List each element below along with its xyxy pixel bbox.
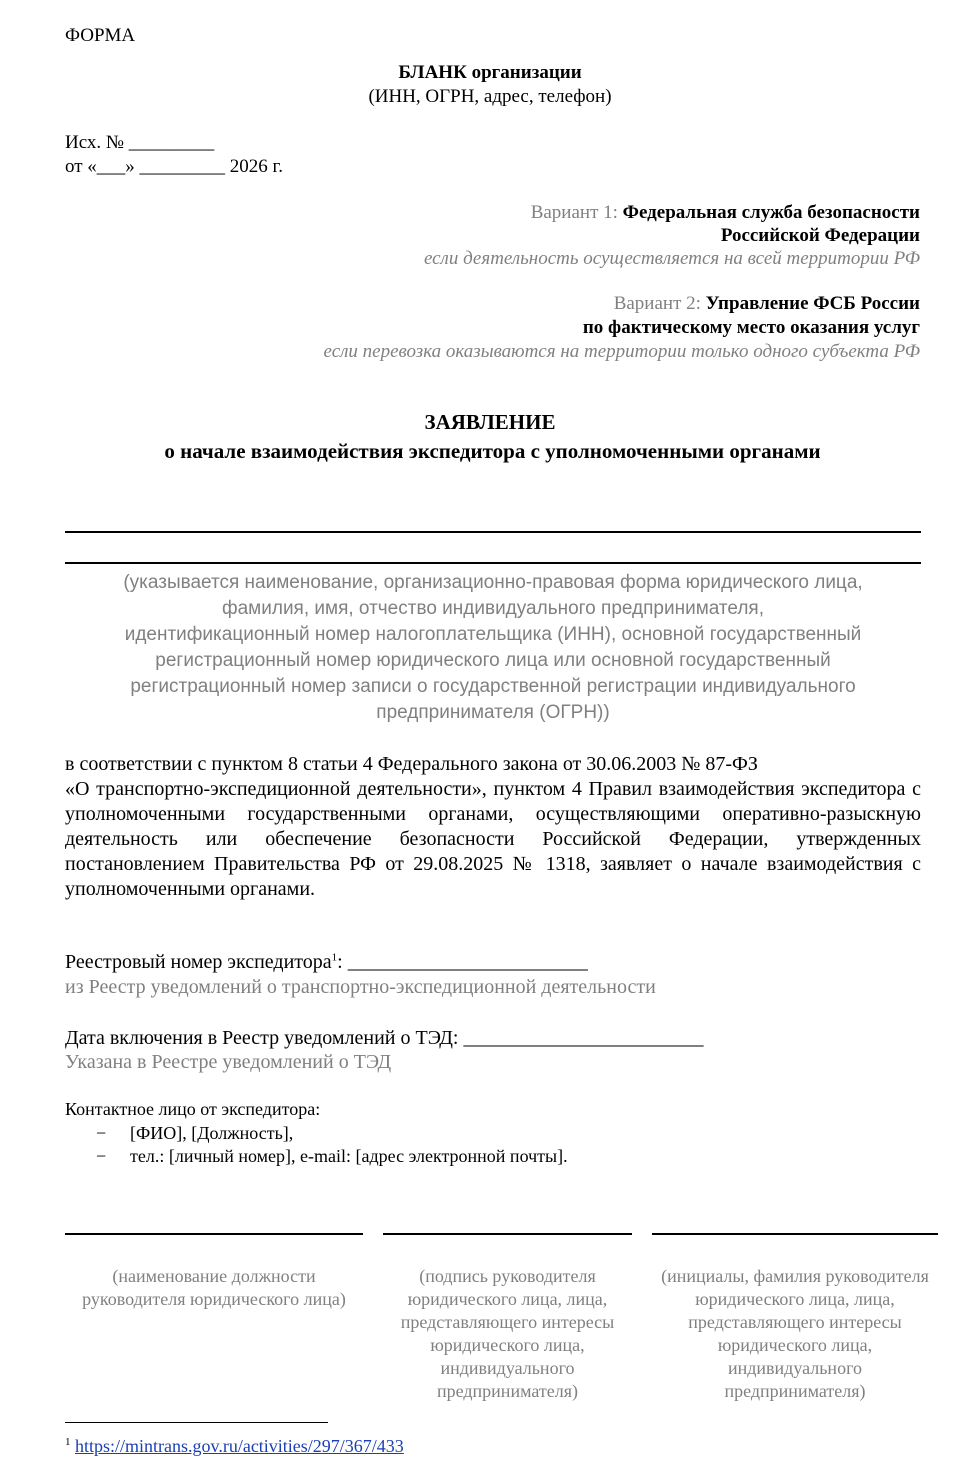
- signature-line-position: [65, 1233, 363, 1235]
- applicant-hint-line: (указывается наименование, организационно-правовая форма юридического лица,: [123, 572, 863, 593]
- applicant-line-1: [65, 531, 921, 533]
- registry-number-note: из Реестр уведомлений о транспортно-экспедиционной деятельности: [65, 976, 656, 998]
- registry-number-label: Реестровый номер экспедитора: [65, 951, 332, 973]
- outgoing-number: Исх. № _________: [65, 132, 215, 153]
- signature-line-sign: [383, 1233, 632, 1235]
- signature-line-name: [652, 1233, 938, 1235]
- registry-date: Дата включения в Реестр уведомлений о ТЭД: ________________________: [65, 1027, 704, 1049]
- blank-subtitle: (ИНН, ОГРН, адрес, телефон): [368, 86, 612, 107]
- bullet-dash: −: [96, 1146, 107, 1166]
- variant-1-note: если деятельность осуществляется на всей территории РФ: [423, 248, 920, 269]
- contact-item-text: тел.: [личный номер], e-mail: [адрес электронной почты].: [130, 1146, 568, 1166]
- footnote-ref[interactable]: 1: [331, 951, 338, 964]
- variant-1-line-2: Российской Федерации: [720, 225, 920, 246]
- variant-2-note: если перевозка оказываются на территории только одного субъекта РФ: [323, 341, 920, 362]
- variant-1-label: Вариант 1:: [530, 202, 623, 223]
- body-paragraph: «О транспортно-экспедиционной деятельности», пунктом 4 Правил взаимодействия экспедитора с уполномоченными государственными органами, осуществляющими оперативно-разыскную деятельность или обеспечение безопасности Российской Федерации, утвержденных постановлением Правительства РФ от 29.08.2025 № 1318, заявляет о начале взаимодействия с уполномоченными органами.: [65, 778, 921, 900]
- body-first-line: в соответствии с пунктом 8 статьи 4 Федерального закона от 30.06.2003 № 87-ФЗ: [65, 753, 758, 775]
- footnote-separator: [65, 1422, 328, 1423]
- signature-caption-name: (инициалы, фамилия руководителя юридического лица, лица, представляющего интересы юридического лица, индивидуального предпринимателя): [661, 1266, 929, 1401]
- variant-2-line-1: Управление ФСБ России: [705, 293, 920, 314]
- form-label: ФОРМА: [65, 25, 136, 46]
- footnote-link[interactable]: https://mintrans.gov.ru/activities/297/367/433: [75, 1436, 404, 1456]
- document-title: ЗАЯВЛЕНИЕ: [424, 410, 556, 434]
- applicant-hint-line: регистрационный номер записи о государственной регистрации индивидуального: [130, 676, 856, 697]
- variant-2-label: Вариант 2:: [613, 293, 706, 314]
- recipient-variant-1: [220, 201, 920, 224]
- applicant-hint-line: предпринимателя (ОГРН)): [376, 702, 610, 723]
- bullet-dash: −: [96, 1123, 107, 1143]
- applicant-hint-line: идентификационный номер налогоплательщика (ИНН), основной государственный: [124, 624, 862, 645]
- recipient-variant-2: [220, 292, 920, 315]
- contact-item-text: [ФИО], [Должность],: [130, 1123, 294, 1143]
- applicant-hint-line: регистрационный номер юридического лица или основной государственный: [155, 650, 831, 671]
- blank-title: БЛАНК организации: [398, 62, 582, 83]
- contact-heading: Контактное лицо от экспедитора:: [65, 1099, 321, 1119]
- signature-caption-sign: (подпись руководителя юридического лица, лица, представляющего интересы юридического лица, индивидуального предпринимателя): [400, 1266, 615, 1401]
- applicant-hint-line: фамилия, имя, отчество индивидуального предпринимателя,: [221, 598, 764, 619]
- registry-date-note: Указана в Реестре уведомлений о ТЭД: [65, 1051, 392, 1073]
- signature-caption-position: (наименование должности руководителя юридического лица): [82, 1266, 346, 1309]
- contact-item: [96, 1145, 568, 1168]
- variant-1-line-1: Федеральная служба безопасности: [622, 202, 920, 223]
- contact-item: [96, 1122, 293, 1145]
- applicant-hint: [65, 570, 921, 726]
- footnote-number: 1: [65, 1436, 71, 1448]
- registry-number-blank: : ________________________: [337, 951, 588, 973]
- applicant-line-2: [65, 562, 921, 564]
- document-subtitle: о начале взаимодействия экспедитора с уполномоченными органами: [164, 439, 821, 463]
- variant-2-line-2: по фактическому место оказания услуг: [582, 317, 920, 338]
- registry-number: [65, 950, 588, 975]
- outgoing-date: от «___» _________ 2026 г.: [65, 156, 283, 177]
- footnote: [65, 1435, 404, 1458]
